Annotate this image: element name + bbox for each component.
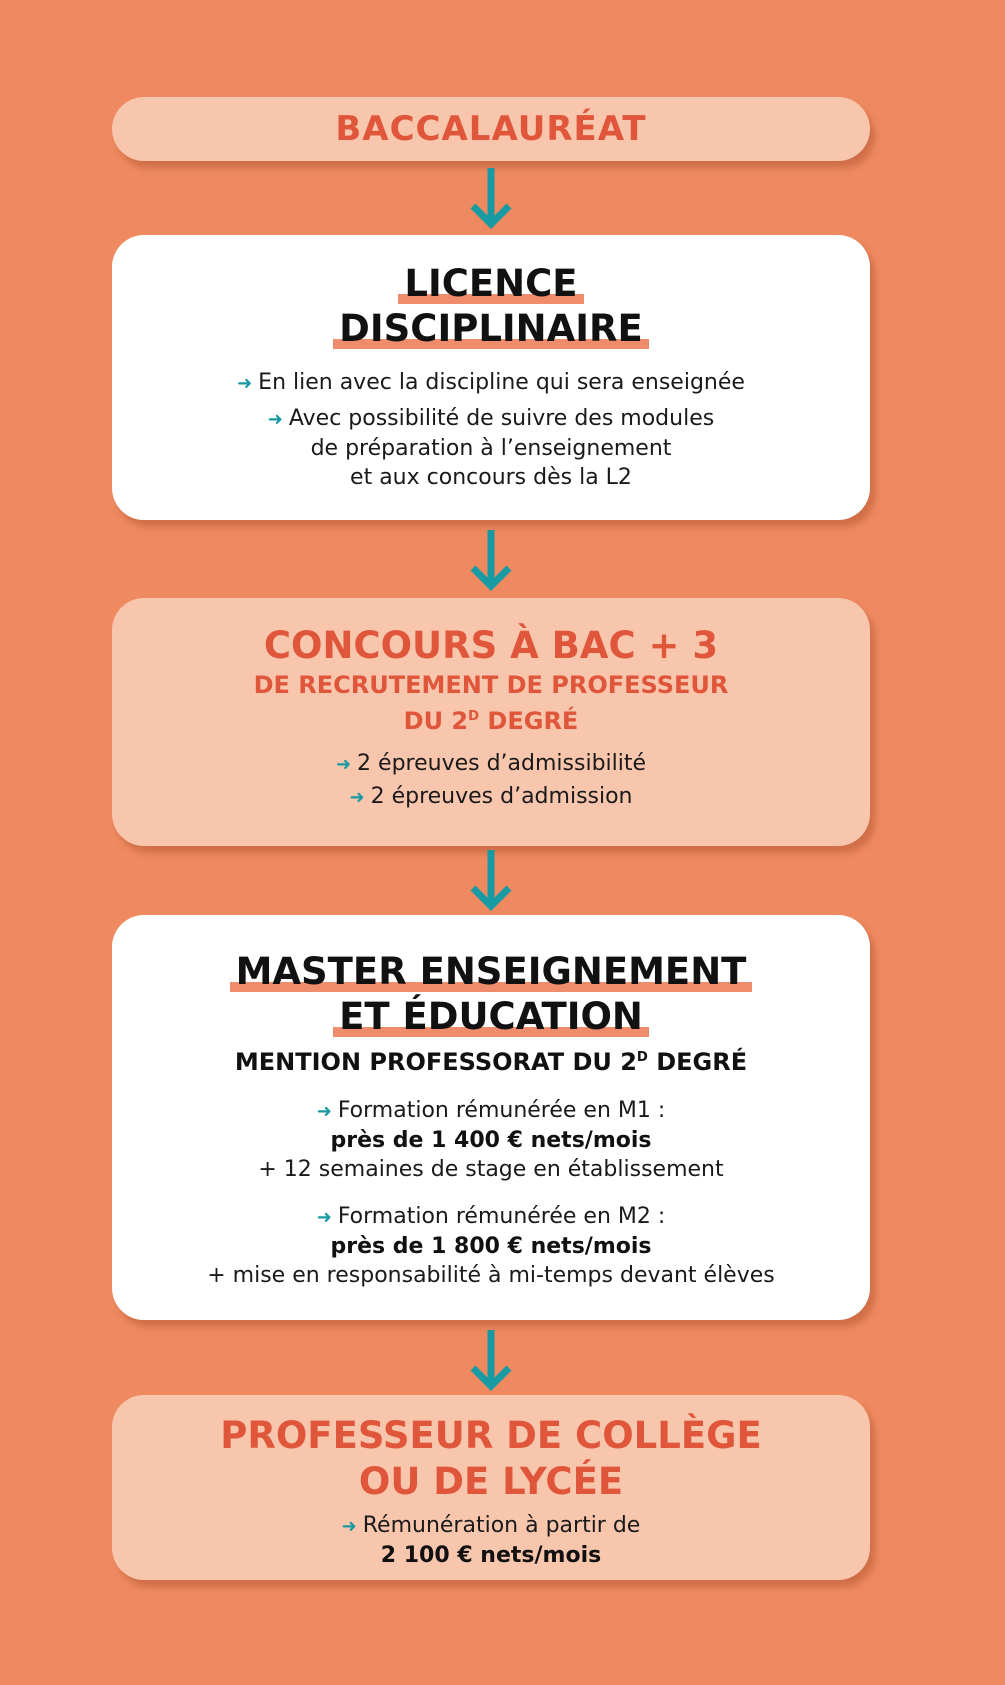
licence-title-line1: LICENCE xyxy=(398,261,583,306)
bac-box xyxy=(112,97,870,161)
licence-bullet-1: ➜ En lien avec la discipline qui sera enseignée xyxy=(237,370,745,395)
arrow-down-icon xyxy=(467,848,515,912)
master-m2-extra: + mise en responsabilité à mi-temps devant élèves xyxy=(207,1263,775,1289)
concours-subtitle-line1: DE RECRUTEMENT DE PROFESSEUR xyxy=(253,671,729,699)
master-m1-bullet: ➜ Formation rémunérée en M1 : xyxy=(316,1098,666,1124)
master-title-line1: MASTER ENSEIGNEMENT xyxy=(230,949,753,994)
concours-bullet-2: ➜ 2 épreuves d’admission xyxy=(349,784,633,810)
master-box xyxy=(112,915,870,1320)
arrow-right-icon: ➜ xyxy=(316,1207,332,1229)
arrow-right-icon: ➜ xyxy=(341,1516,357,1537)
bac-title: BACCALAURÉAT xyxy=(335,109,647,149)
arrow-down-icon xyxy=(467,166,515,230)
master-m1-salary: près de 1 400 € nets/mois xyxy=(330,1128,652,1154)
licence-bullet-2: ➜ Avec possibilité de suivre des modules xyxy=(267,406,715,431)
professeur-salary: 2 100 € nets/mois xyxy=(380,1543,602,1568)
arrow-down-icon xyxy=(467,1328,515,1392)
arrow-right-icon: ➜ xyxy=(267,409,283,430)
professeur-title-line1: PROFESSEUR DE COLLÈGE xyxy=(220,1414,762,1457)
master-m2-salary: près de 1 800 € nets/mois xyxy=(330,1234,652,1260)
licence-bullets xyxy=(112,368,870,492)
arrow-down-icon xyxy=(467,528,515,592)
licence-bullet-2-line3: et aux concours dès la L2 xyxy=(350,465,632,490)
concours-subtitle-line2: DU $2^D$ DEGRÉ xyxy=(403,707,579,736)
master-title-line2: ET ÉDUCATION xyxy=(333,994,649,1039)
concours-bullet-1: ➜ 2 épreuves d’admissibilité xyxy=(335,751,647,777)
licence-title-line2: DISCIPLINAIRE xyxy=(333,306,649,351)
master-mention: MENTION PROFESSORAT DU $2^D$ DEGRÉ xyxy=(234,1048,748,1077)
licence-bullet-2-line2: de préparation à l’enseignement xyxy=(310,436,672,461)
arrow-right-icon: ➜ xyxy=(335,754,352,776)
professeur-box xyxy=(112,1395,870,1580)
licence-box xyxy=(112,235,870,520)
concours-box xyxy=(112,598,870,846)
master-m2-bullet: ➜ Formation rémunérée en M2 : xyxy=(316,1204,666,1230)
professeur-bullet: ➜ Rémunération à partir de xyxy=(341,1513,641,1538)
professeur-title-line2: OU DE LYCÉE xyxy=(358,1460,624,1503)
arrow-right-icon: ➜ xyxy=(349,787,365,809)
master-m1 xyxy=(112,1096,870,1184)
arrow-right-icon: ➜ xyxy=(316,1101,332,1123)
concours-title: CONCOURS À BAC + 3 xyxy=(263,624,719,667)
arrow-right-icon: ➜ xyxy=(237,373,253,394)
master-m2 xyxy=(112,1202,870,1290)
master-m1-extra: + 12 semaines de stage en établissement xyxy=(258,1157,724,1183)
